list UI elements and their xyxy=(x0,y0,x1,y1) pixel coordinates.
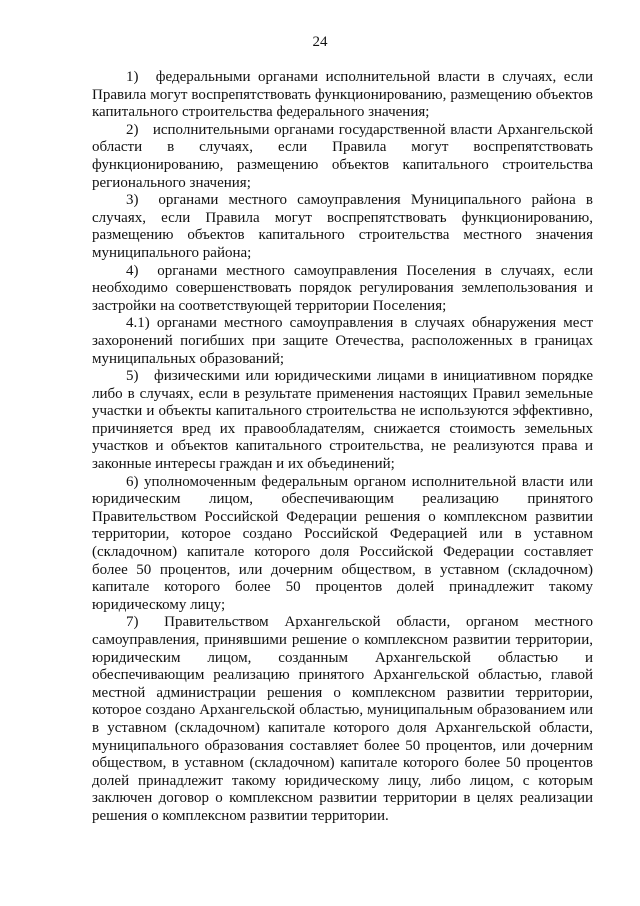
document-body xyxy=(92,69,597,826)
paragraph-item-4-1: 4.1) органами местного самоуправления в случаях обнаружения мест захоронений погибших при защите Отечества, расположенных в границах муниципальных образований; xyxy=(92,315,597,367)
paragraph-item-6: 6) уполномоченным федеральным органом исполнительной власти или юридическим лицом, обеспечивающим реализацию принятого Правительством Российской Федерации решения о комплексном развитии территории, которое создано Российской Федерацией или в уставном (складочном) капитале которого доля Российской Федерации составляет более 50 процентов, или дочерним обществом, в уставном (складочном) капитале которого более 50 процентов долей принадлежит такому юридическому лицу; xyxy=(92,473,597,613)
paragraph-item-1: 1) федеральными органами исполнительной власти в случаях, если Правила могут воспрепятствовать функционированию, размещению объектов капитального строительства федерального значения; xyxy=(92,69,597,121)
paragraph-item-4: 4) органами местного самоуправления Поселения в случаях, если необходимо совершенствовать порядок регулирования землепользования и застройки на соответствующей территории Поселения; xyxy=(92,262,597,314)
paragraph-item-3: 3) органами местного самоуправления Муниципального района в случаях, если Правила могут воспрепятствовать функционированию, размещению объектов капитального строительства местного значения муниципального района; xyxy=(92,192,597,261)
paragraph-item-7: 7) Правительством Архангельской области, органом местного самоуправления, принявшими решение о комплексном развитии территории, юридическим лицом, созданным Архангельской областью и обеспечивающим реализацию принятого Архангельской областью, главой местной администрации решения о комплексном развитии территории, которое создано Архангельской областью, муниципальным образованием или в уставном (складочном) капитале которого доля Архангельской области, муниципального образования составляет более 50 процентов, или дочерним обществом, в уставном (складочном) капитале которого более 50 процентов долей принадлежит такому юридическому лицу, либо лицом, с которым заключен договор о комплексном развитии территории в целях реализации решения о комплексном развитии территории. xyxy=(92,614,597,824)
paragraph-item-5: 5) физическими или юридическими лицами в инициативном порядке либо в случаях, если в результате применения настоящих Правил земельные участки и объекты капитального строительства не используются эффективно, причиняется вред их правообладателям, снижается стоимость земельных участков и объектов капитального строительства, не реализуются права и законные интересы граждан и их объединений; xyxy=(92,368,597,473)
paragraph-item-2: 2) исполнительными органами государственной власти Архангельской области в случаях, если Правила могут воспрепятствовать функционированию, размещению объектов капитального строительства регионального значения; xyxy=(92,121,597,191)
page-number: 24 xyxy=(312,34,328,50)
